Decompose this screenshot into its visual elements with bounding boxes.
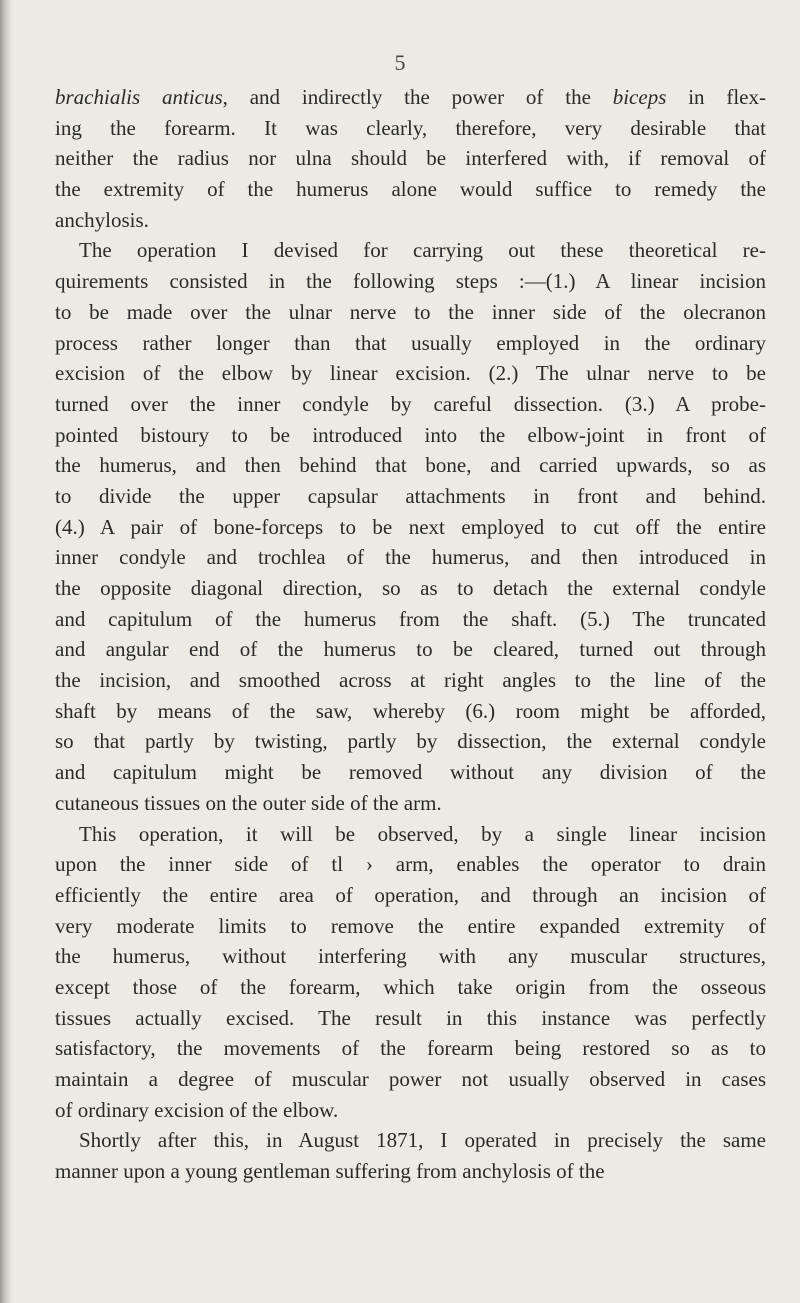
text-line: the opposite diagonal direction, so as to detach the external condyle	[55, 576, 766, 600]
text-line: (4.) A pair of bone-forceps to be next employed to cut off the entire	[55, 514, 766, 539]
text-line: neither the radius nor ulna should be interfered with, if removal of	[55, 146, 766, 171]
text-line: very moderate limits to remove the entire expanded extremity of	[55, 913, 766, 938]
text-line: upon the inner side of tl › arm, enables the operator to drain	[55, 852, 766, 877]
text-line: Shortly after this, in August 1871, I operated in precisely the same	[79, 1128, 766, 1153]
text-line: and angular end of the humerus to be cleared, turned out through	[55, 637, 766, 662]
text-line: and capitulum of the humerus from the shaft. (5.) The truncated	[55, 606, 766, 631]
text-line: cutaneous tissues on the outer side of the arm.	[55, 790, 442, 815]
text-line: inner condyle and trochlea of the humerus, and then introduced in	[55, 545, 766, 570]
text-line: shaft by means of the saw, whereby (6.) room might be afforded,	[55, 698, 766, 723]
text-line: excision of the elbow by linear excision. (2.) The ulnar nerve to be	[55, 361, 766, 386]
italic-term: brachialis anticus	[55, 85, 223, 109]
text-line: manner upon a young gentleman suffering from anchylosis of the	[55, 1159, 605, 1184]
text-line: This operation, it will be observed, by a single linear incision	[79, 821, 766, 846]
text-line: except those of the forearm, which take origin from the osseous	[55, 974, 766, 999]
text-line: of ordinary excision of the elbow.	[55, 1097, 339, 1122]
text-fragment: , and indirectly the power of the	[222, 85, 613, 109]
text-line: efficiently the entire area of operation, and through an incision of	[55, 882, 766, 907]
text-line: maintain a degree of muscular power not usually observed in cases	[55, 1067, 766, 1091]
text-line: pointed bistoury to be introduced into the elbow-joint in front of	[55, 422, 766, 447]
text-line: the incision, and smoothed across at right angles to the line of the	[55, 668, 766, 693]
page-number: 5	[394, 50, 406, 75]
text-line: the humerus, and then behind that bone, and carried upwards, so as	[55, 453, 766, 478]
text-line: the humerus, without interfering with any muscular structures,	[55, 944, 766, 969]
text-line: the extremity of the humerus alone would suffice to remedy the	[55, 177, 766, 202]
text-line: tissues actually excised. The result in this instance was perfectly	[55, 1005, 766, 1030]
text-line	[55, 82, 766, 113]
text-line: process rather longer than that usually employed in the ordinary	[55, 330, 766, 355]
text-line: so that partly by twisting, partly by dissection, the external condyle	[55, 729, 766, 754]
italic-term: biceps	[612, 85, 667, 109]
text-line: ing the forearm. It was clearly, therefore, very desirable that	[55, 115, 766, 140]
text-line: turned over the inner condyle by careful dissection. (3.) A probe-	[55, 391, 766, 416]
text-line: The operation I devised for carrying out these theoretical re-	[79, 238, 766, 263]
text-line: to divide the upper capsular attachments in front and behind.	[55, 483, 766, 508]
page-binding-edge	[0, 0, 14, 1303]
text-line: quirements consisted in the following steps :—(1.) A linear incision	[55, 269, 766, 294]
text-fragment: in flex-	[666, 85, 766, 109]
body-text	[55, 82, 766, 1187]
text-line: satisfactory, the movements of the forearm being restored so as to	[55, 1036, 766, 1061]
text-line: anchylosis.	[55, 207, 149, 232]
text-line: and capitulum might be removed without any division of the	[55, 760, 766, 785]
text-line: to be made over the ulnar nerve to the inner side of the olecranon	[55, 299, 766, 324]
